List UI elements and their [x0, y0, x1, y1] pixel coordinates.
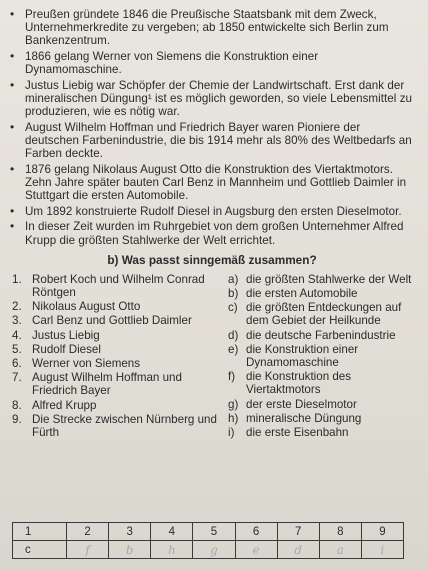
right-item: f) die Konstruktion des Viertaktmotors [228, 370, 352, 397]
fact-item: • 1866 gelang Werner von Siemens die Konstruktion einer Dynamomaschine. [10, 49, 319, 77]
left-item: 5. Rudolf Diesel [12, 342, 101, 356]
answer-header-row [13, 523, 404, 541]
right-item: a) die größten Stahlwerke der Welt [228, 272, 412, 286]
header-cell: 8 [319, 523, 361, 541]
answer-cell[interactable]: c [13, 541, 67, 559]
right-item: c) die größten Entdeckungen auf dem Gebiet der Heilkunde [228, 301, 402, 328]
left-item: 9. Die Strecke zwischen Nürnberg und Fürth [12, 412, 217, 440]
right-item: h) mineralische Düngung [228, 411, 362, 425]
left-item: 7. August Wilhelm Hoffman und Friedrich Bayer [12, 371, 182, 398]
answer-cell[interactable]: e [235, 541, 277, 559]
header-cell: 1 [13, 523, 67, 541]
header-cell: 3 [109, 523, 151, 541]
answer-cell[interactable]: i [361, 541, 403, 559]
right-item: d) die deutsche Farbenindustrie [228, 328, 396, 342]
bullet-icon: • [10, 203, 15, 218]
bullet-icon: • [10, 49, 15, 63]
fact-list [10, 8, 414, 247]
left-item: 1. Robert Koch und Wilhelm Conrad Röntgen [12, 272, 205, 299]
header-cell: 4 [151, 523, 193, 541]
left-item: 6. Werner von Siemens [12, 357, 141, 371]
bullet-icon: • [10, 77, 15, 92]
answer-cell[interactable]: a [319, 541, 361, 559]
right-item: e) die Konstruktion einer Dynamomaschine [228, 342, 359, 370]
answer-cell[interactable]: g [193, 541, 235, 559]
header-cell: 2 [67, 523, 109, 541]
right-column [228, 273, 418, 440]
left-item: 3. Carl Benz und Gottlieb Daimler [12, 314, 192, 328]
header-cell: 9 [361, 523, 403, 541]
bullet-icon: • [10, 161, 15, 176]
left-item: 8. Alfred Krupp [12, 398, 97, 412]
header-cell: 7 [277, 523, 319, 541]
fact-item: • Justus Liebig war Schöpfer der Chemie der Landwirtschaft. Erst dank der mineralischen Düngung¹ ist es möglich geworden, so viele Lebensmittel zu produzieren, wie es nötig war. [10, 77, 413, 119]
bullet-icon: • [10, 119, 15, 134]
fact-item: • Preußen gründete 1846 die Preußische Staatsbank mit dem Zweck, Unternehmerkredite zu vergeben; ab 1850 entwickelte sich Berlin zum Bankenzentrum. [10, 7, 389, 48]
answer-cell[interactable]: b [109, 541, 151, 559]
right-item: i) die erste Eisenbahn [228, 426, 349, 440]
fact-item: • Um 1892 konstruierte Rudolf Diesel in Augsburg den ersten Dieselmotor. [10, 203, 402, 218]
bullet-icon: • [10, 219, 15, 234]
matching-exercise [10, 273, 414, 497]
left-item: 4. Justus Liebig [12, 328, 100, 342]
answer-table [12, 522, 404, 559]
fact-item: • August Wilhelm Hoffman und Friedrich Bayer waren Pioniere der deutschen Farbenindustrie, die bis 1914 mehr als 80% des Weltbedarfs an Farben deckte. [10, 119, 412, 161]
answer-cell[interactable]: d [277, 541, 319, 559]
answer-row [13, 541, 404, 559]
left-item: 2. Nikolaus August Otto [12, 300, 141, 314]
fact-item: • 1876 gelang Nikolaus August Otto die Konstruktion des Viertaktmotors. Zehn Jahre später bauten Carl Benz in Mannheim und Gottlieb Daimler in Stuttgart die ersten Automobile. [10, 161, 407, 203]
task-title: b) Was passt sinngemäß zusammen? [107, 252, 317, 267]
right-item: b) die ersten Automobile [228, 287, 358, 300]
header-cell: 5 [193, 523, 235, 541]
header-cell: 6 [235, 523, 277, 541]
left-column [12, 273, 217, 440]
bullet-icon: • [10, 7, 15, 21]
answer-cell[interactable]: f [67, 541, 109, 559]
answer-cell[interactable]: h [151, 541, 193, 559]
right-item: g) der erste Dieselmotor [228, 397, 357, 411]
fact-item: • In dieser Zeit wurden im Ruhrgebiet von dem großen Unternehmer Alfred Krupp die größten Stahlwerke der Welt errichtet. [10, 219, 404, 247]
